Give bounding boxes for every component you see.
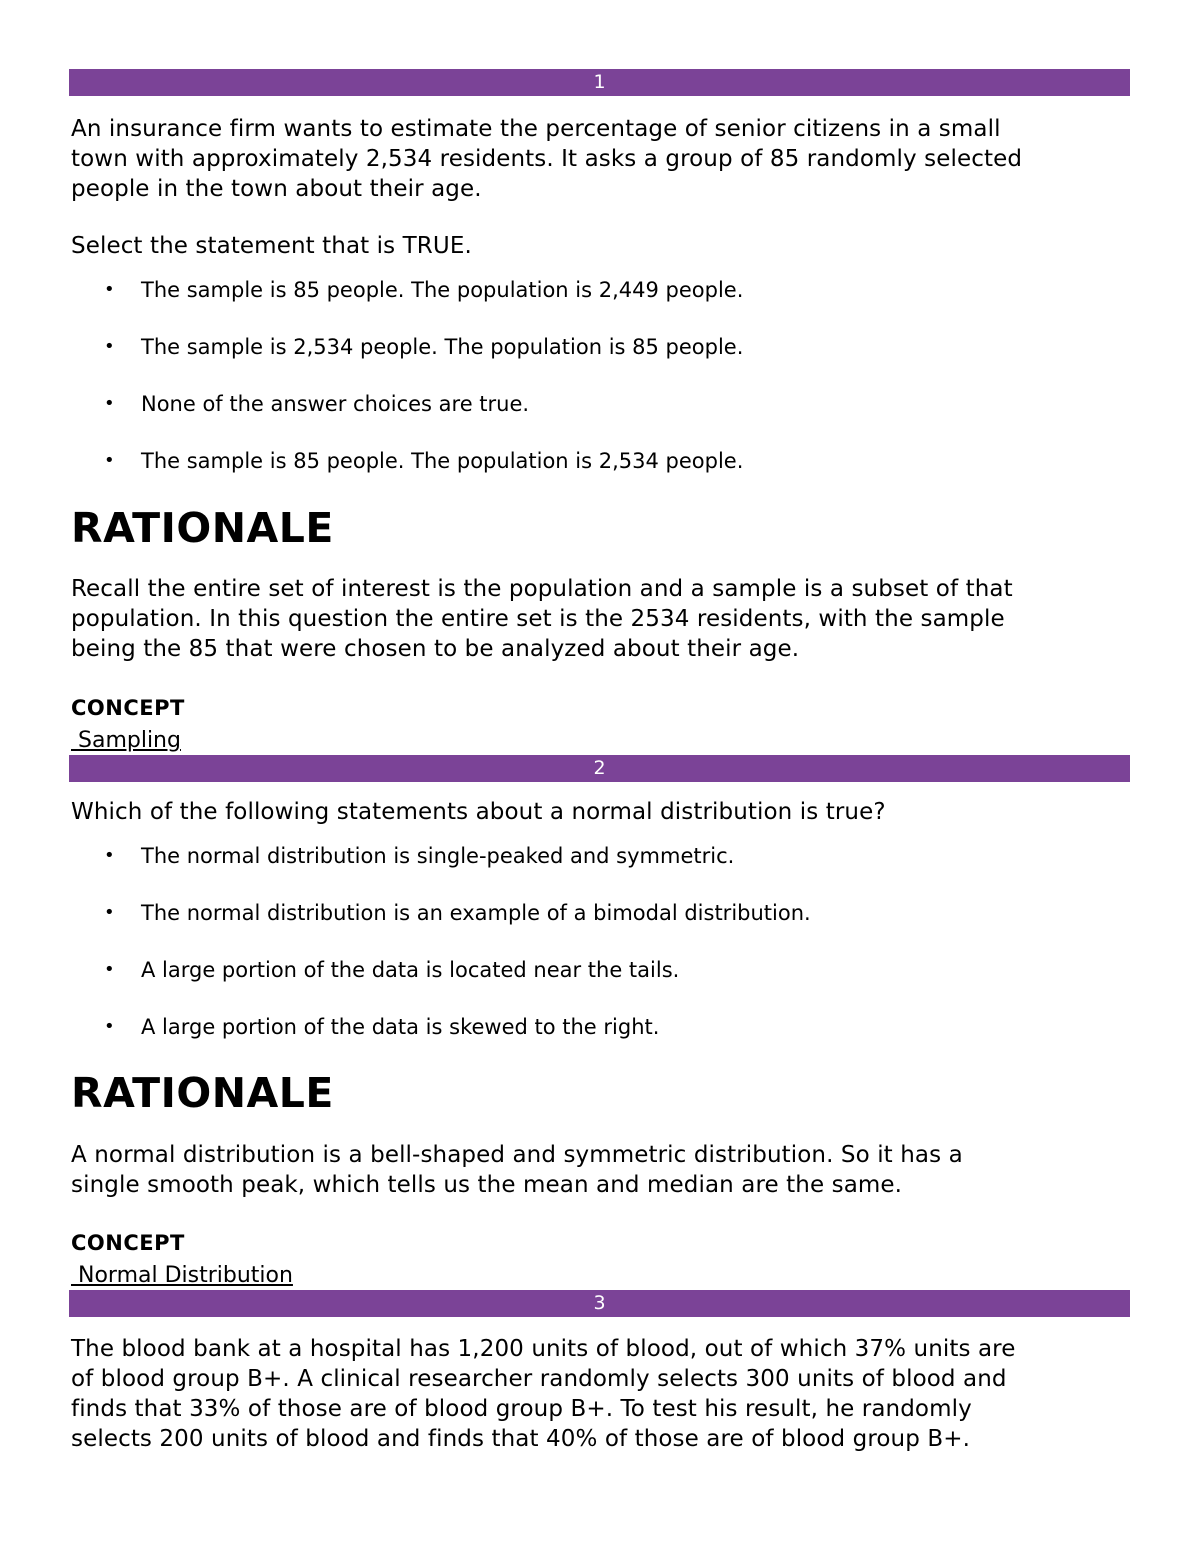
answer-option[interactable]: • The sample is 85 people. The population is 2,449 people.	[104, 278, 744, 302]
bullet-icon: •	[104, 450, 115, 471]
concept-heading: CONCEPT	[71, 696, 185, 720]
question-number: 3	[593, 1292, 606, 1314]
bullet-icon: •	[104, 336, 115, 357]
question-number: 1	[593, 71, 606, 93]
answer-option[interactable]: • The normal distribution is single-peaked and symmetric.	[104, 844, 735, 868]
bullet-icon: •	[104, 902, 115, 923]
concept-link[interactable]: Normal Distribution	[71, 1263, 293, 1288]
concept-link[interactable]: Sampling	[71, 728, 181, 753]
rationale-heading: RATIONALE	[71, 504, 334, 552]
bullet-icon: •	[104, 1016, 115, 1037]
question-2-prompt: Which of the following statements about a normal distribution is true?	[71, 799, 886, 825]
question-2-rationale: A normal distribution is a bell-shaped and symmetric distribution. So it has a single smooth peak, which tells us the mean and median are the same.	[71, 1142, 963, 1198]
answer-option[interactable]: • The sample is 2,534 people. The population is 85 people.	[104, 335, 744, 359]
question-1-rationale: Recall the entire set of interest is the population and a sample is a subset of that population. In this question the entire set is the 2534 residents, with the sample being the 85 that were chosen to be analyzed about their age.	[71, 576, 1013, 662]
question-3-prompt: The blood bank at a hospital has 1,200 units of blood, out of which 37% units are of blood group B+. A clinical researcher randomly selects 300 units of blood and finds that 33% of those are of blood group B+. To test his result, he randomly selects 200 units of blood and finds that 40% of those are of blood group B+.	[71, 1336, 1016, 1452]
question-number: 2	[593, 757, 606, 779]
bullet-icon: •	[104, 959, 115, 980]
answer-option[interactable]: • A large portion of the data is skewed to the right.	[104, 1015, 660, 1039]
concept-heading: CONCEPT	[71, 1231, 185, 1255]
answer-option[interactable]: • A large portion of the data is located near the tails.	[104, 958, 680, 982]
question-1-instruction: Select the statement that is TRUE.	[71, 233, 472, 259]
answer-option[interactable]: • None of the answer choices are true.	[104, 392, 530, 416]
bullet-icon: •	[104, 845, 115, 866]
question-3-number-band	[69, 1290, 1130, 1317]
answer-option[interactable]: • The normal distribution is an example of a bimodal distribution.	[104, 901, 811, 925]
bullet-icon: •	[104, 279, 115, 300]
answer-option[interactable]: • The sample is 85 people. The population is 2,534 people.	[104, 449, 744, 473]
question-1-prompt: An insurance firm wants to estimate the percentage of senior citizens in a small town with approximately 2,534 residents. It asks a group of 85 randomly selected people in the town about their age.	[71, 116, 1023, 202]
rationale-heading: RATIONALE	[71, 1069, 334, 1117]
question-1-number-band	[69, 69, 1130, 96]
question-2-number-band	[69, 755, 1130, 782]
bullet-icon: •	[104, 393, 115, 414]
